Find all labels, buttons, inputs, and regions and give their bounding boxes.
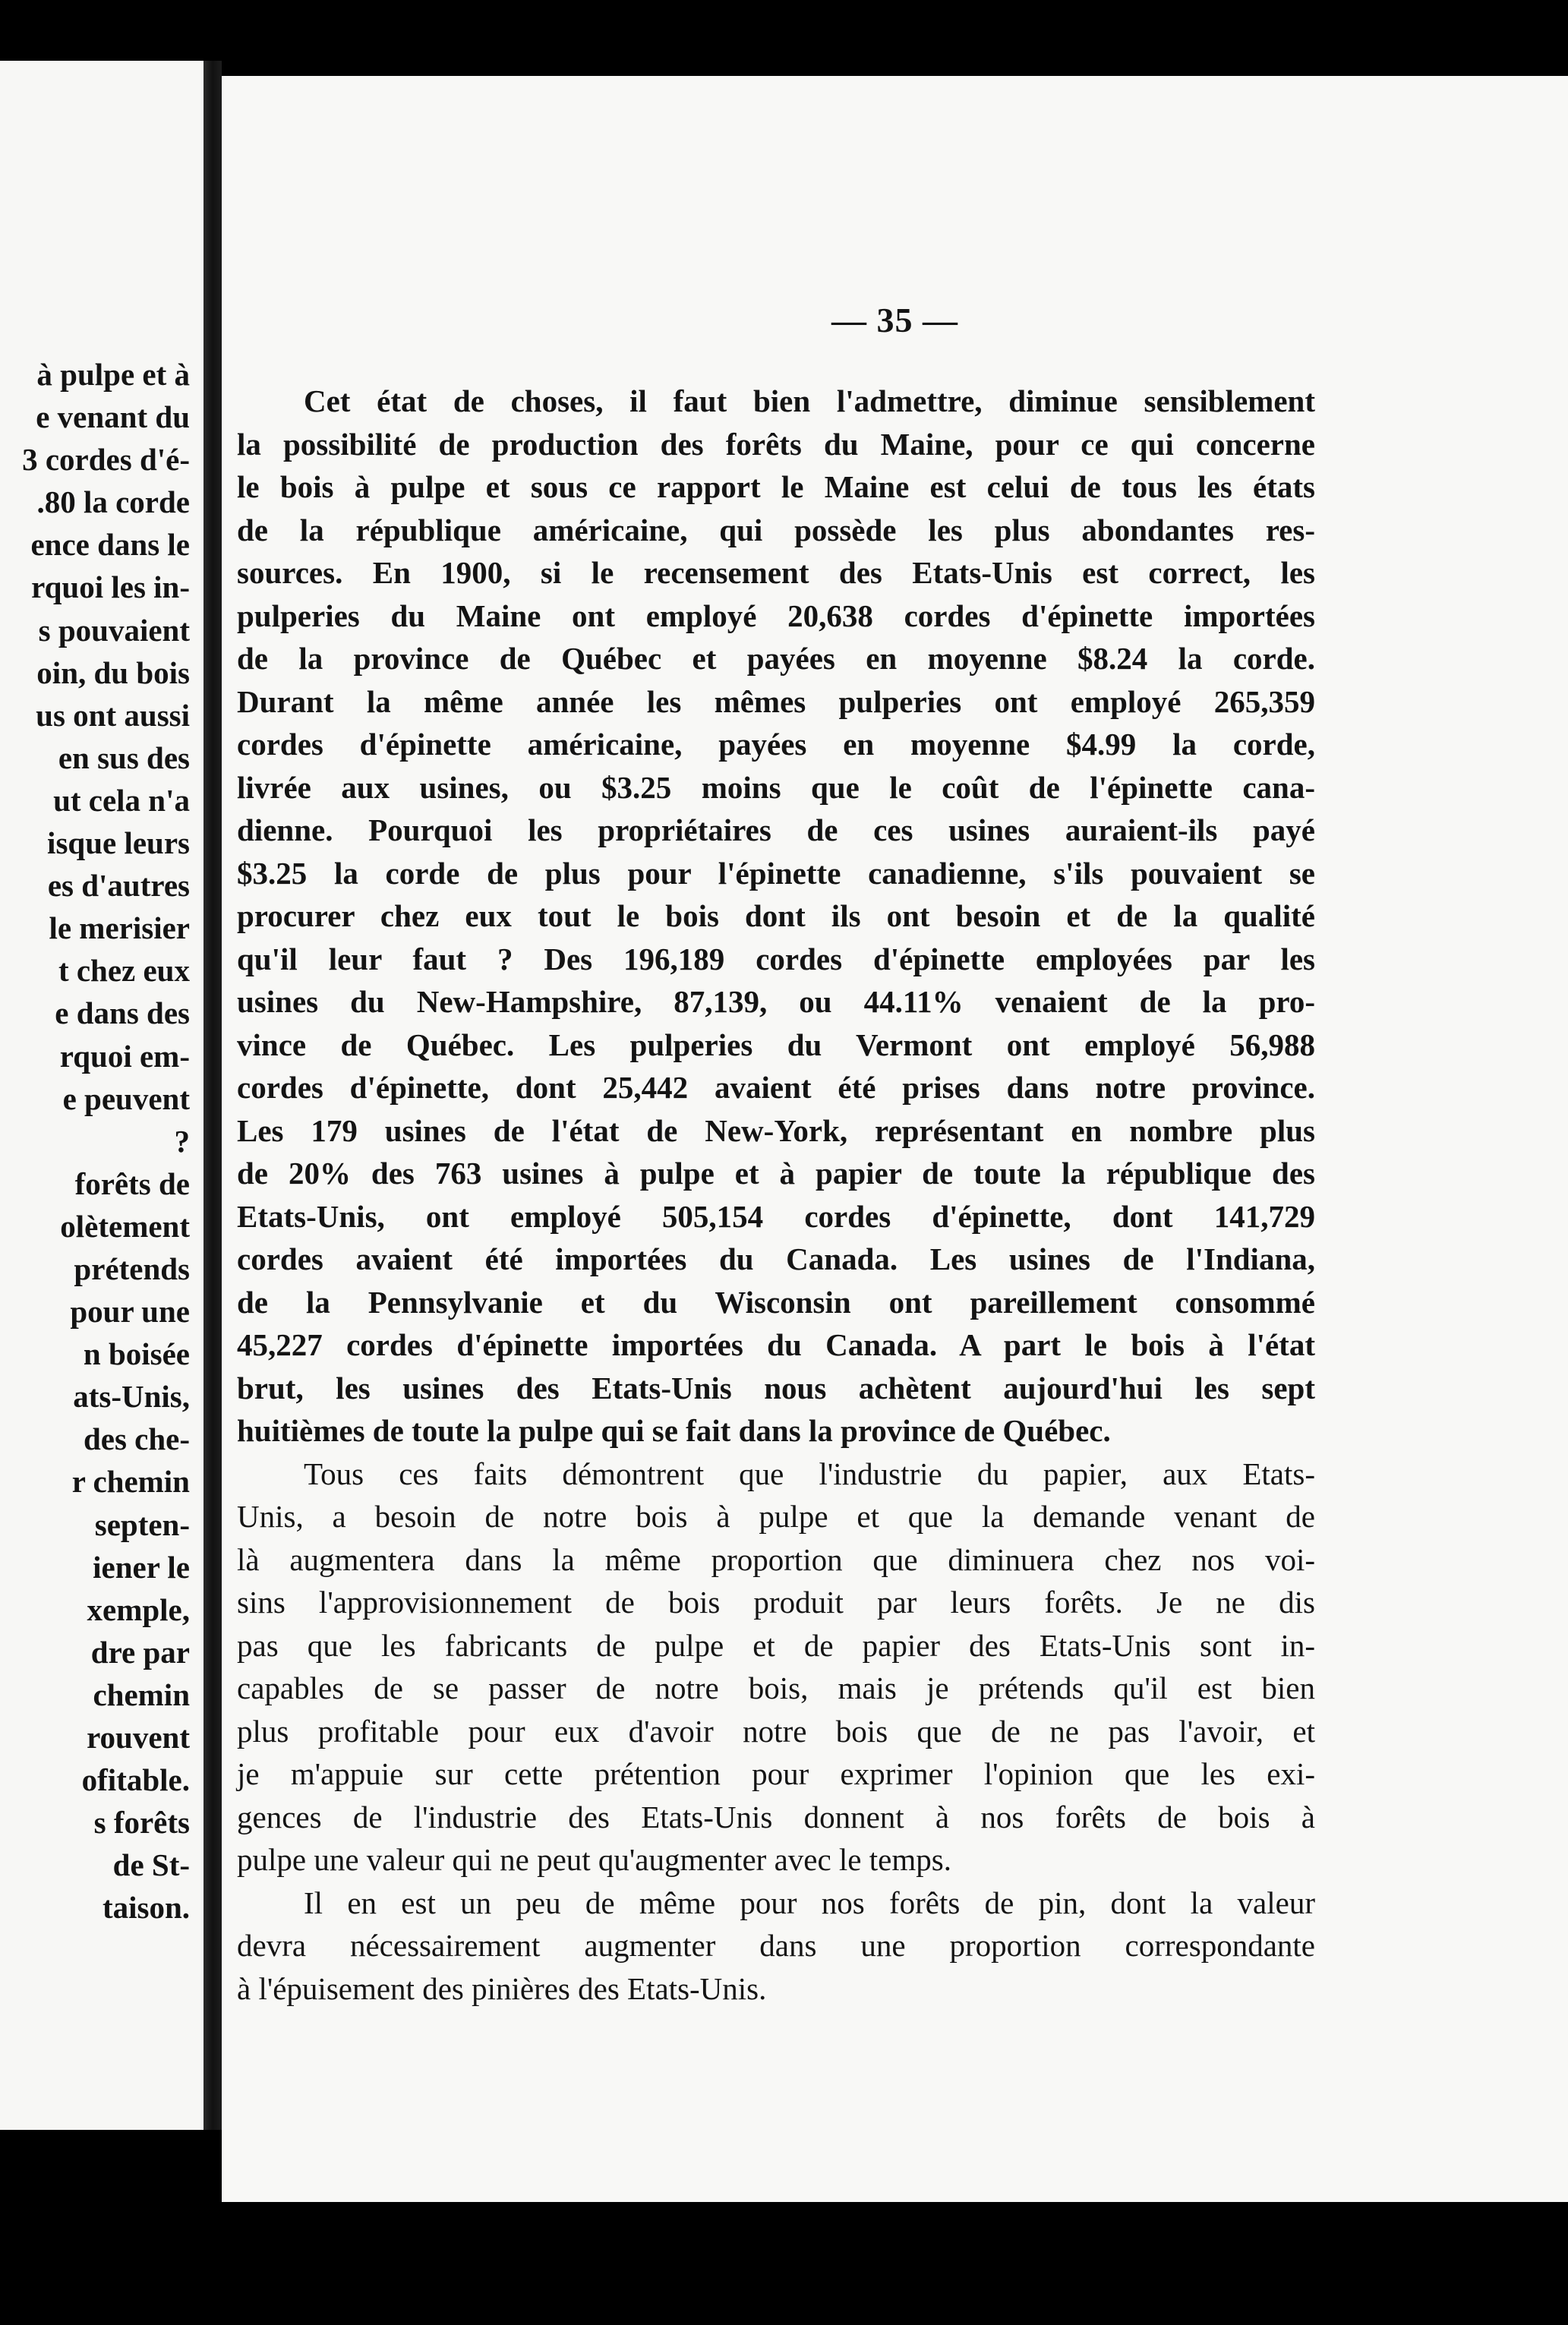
text-line: la possibilité de production des forêts du Maine, pour ce qui concerne [237, 426, 1315, 462]
facing-page-line: ence dans le [30, 527, 190, 563]
facing-page-line: .80 la corde [36, 484, 190, 520]
text-line: je m'appuie sur cette prétention pour exprimer l'opinion que les exi- [237, 1756, 1315, 1791]
facing-page-line: olètement [60, 1208, 190, 1244]
text-line: $3.25 la corde de plus pour l'épinette canadienne, s'ils pouvaient se [237, 855, 1315, 891]
text-line: Il en est un peu de même pour nos forêts de pin, dont la valeur [304, 1885, 1315, 1920]
facing-page-line: à pulpe et à [36, 357, 190, 392]
facing-page-line: t chez eux [58, 953, 190, 989]
scanned-page [222, 76, 1568, 2202]
facing-page-line: oin, du bois [36, 655, 190, 690]
facing-page-line: xemple, [87, 1592, 190, 1627]
facing-page-line: en sus des [58, 740, 190, 775]
facing-page-line: e dans des [55, 995, 190, 1031]
facing-page-line: rouvent [87, 1720, 190, 1755]
text-line: de 20% des 763 usines à pulpe et à papier de toute la république des [237, 1156, 1315, 1191]
text-line: capables de se passer de notre bois, mais je prétends qu'il est bien [237, 1670, 1315, 1705]
text-line: cordes d'épinette, dont 25,442 avaient été prises dans notre province. [237, 1070, 1315, 1105]
text-line: procurer chez eux tout le bois dont ils ont besoin et de la qualité [237, 898, 1315, 933]
page-number: — 35 — [831, 301, 958, 339]
paragraph [237, 1882, 1315, 2011]
facing-page-line: e peuvent [62, 1080, 190, 1116]
text-line: Tous ces faits démontrent que l'industrie du papier, aux Etats- [304, 1456, 1315, 1491]
text-line: Unis, a besoin de notre bois à pulpe et que la demande venant de [237, 1499, 1315, 1534]
text-line: pulperies du Maine ont employé 20,638 cordes d'épinette importées [237, 598, 1315, 633]
facing-page-line: de St- [112, 1847, 190, 1883]
facing-page-line: s pouvaient [38, 612, 190, 648]
facing-page-text [0, 353, 190, 1929]
paragraph [237, 1453, 1315, 1882]
text-line: de la province de Québec et payées en moyenne $8.24 la corde. [237, 641, 1315, 676]
text-line: vince de Québec. Les pulperies du Vermont ont employé 56,988 [237, 1027, 1315, 1062]
text-line: cordes d'épinette américaine, payées en moyenne $4.99 la corde, [237, 727, 1315, 762]
facing-page-line: iener le [93, 1549, 190, 1585]
facing-page-line: isque leurs [47, 825, 190, 861]
text-line: 45,227 cordes d'épinette importées du Canada. A part le bois à l'état [237, 1327, 1315, 1362]
facing-page-line: chemin [93, 1677, 190, 1712]
text-line: devra nécessairement augmenter dans une proportion correspondante [237, 1928, 1315, 1963]
body-text [237, 380, 1315, 2010]
facing-page-line: r chemin [71, 1464, 190, 1500]
text-line: dienne. Pourquoi les propriétaires de ces usines auraient-ils payé [237, 812, 1315, 847]
book-gutter [203, 61, 222, 2130]
text-line: sources. En 1900, si le recensement des Etats-Unis est correct, les [237, 555, 1315, 590]
text-line: brut, les usines des Etats-Unis nous achètent aujourd'hui les sept [237, 1370, 1315, 1405]
facing-page-line: us ont aussi [36, 697, 190, 733]
text-line: cordes avaient été importées du Canada. Les usines de l'Indiana, [237, 1241, 1315, 1276]
text-line: pas que les fabricants de pulpe et de papier des Etats-Unis sont in- [237, 1627, 1315, 1663]
facing-page-line: prétends [74, 1251, 190, 1286]
text-line: à l'épuisement des pinières des Etats-Unis. [237, 1970, 767, 2006]
text-line: gences de l'industrie des Etats-Unis donnent à nos forêts de bois à [237, 1799, 1315, 1834]
text-line: qu'il leur faut ? Des 196,189 cordes d'épinette employées par les [237, 941, 1315, 976]
text-line: Etats-Unis, ont employé 505,154 cordes d'épinette, dont 141,729 [237, 1198, 1315, 1234]
facing-page-line: rquoi em- [59, 1038, 190, 1074]
text-line: de la république américaine, qui possède les plus abondantes res- [237, 512, 1315, 547]
facing-page-line: ? [174, 1123, 190, 1159]
text-line: sins l'approvisionnement de bois produit par leurs forêts. Je ne dis [237, 1585, 1315, 1620]
facing-page-line: s forêts [93, 1805, 190, 1841]
text-line: là augmentera dans la même proportion que diminuera chez nos voi- [237, 1541, 1315, 1577]
facing-page-line: septen- [94, 1506, 190, 1542]
facing-page-line: ofitable. [81, 1762, 190, 1798]
facing-page-line: le merisier [49, 910, 190, 946]
text-line: huitièmes de toute la pulpe qui se fait dans la province de Québec. [237, 1413, 1111, 1448]
facing-page-line: es d'autres [47, 868, 190, 904]
text-line: de la Pennsylvanie et du Wisconsin ont pareillement consommé [237, 1284, 1315, 1320]
text-line: plus profitable pour eux d'avoir notre bois que de ne pas l'avoir, et [237, 1713, 1315, 1749]
text-line: Les 179 usines de l'état de New-York, représentant en nombre plus [237, 1112, 1315, 1148]
text-line: le bois à pulpe et sous ce rapport le Maine est celui de tous les états [237, 469, 1315, 504]
facing-page-line: pour une [70, 1294, 190, 1330]
facing-page-fragment [0, 61, 203, 2130]
facing-page-line: e venant du [36, 399, 190, 435]
facing-page-line: 3 cordes d'é- [22, 442, 190, 478]
facing-page-line: ats-Unis, [73, 1379, 190, 1415]
text-line: pulpe une valeur qui ne peut qu'augmenter avec le temps. [237, 1842, 951, 1877]
text-line: Cet état de choses, il faut bien l'admettre, diminue sensiblement [304, 383, 1315, 418]
facing-page-line: taison. [102, 1890, 190, 1926]
text-line: Durant la même année les mêmes pulperies ont employé 265,359 [237, 683, 1315, 719]
text-line: usines du New-Hampshire, 87,139, ou 44.11% venaient de la pro- [237, 984, 1315, 1019]
facing-page-line: dre par [90, 1634, 190, 1670]
text-line: livrée aux usines, ou $3.25 moins que le coût de l'épinette cana- [237, 769, 1315, 805]
facing-page-line: rquoi les in- [31, 569, 190, 605]
paragraph [237, 380, 1315, 1453]
facing-page-line: n boisée [83, 1336, 190, 1372]
facing-page-line: ut cela n'a [53, 782, 190, 818]
facing-page-line: forêts de [74, 1166, 190, 1201]
facing-page-line: des che- [83, 1421, 190, 1457]
